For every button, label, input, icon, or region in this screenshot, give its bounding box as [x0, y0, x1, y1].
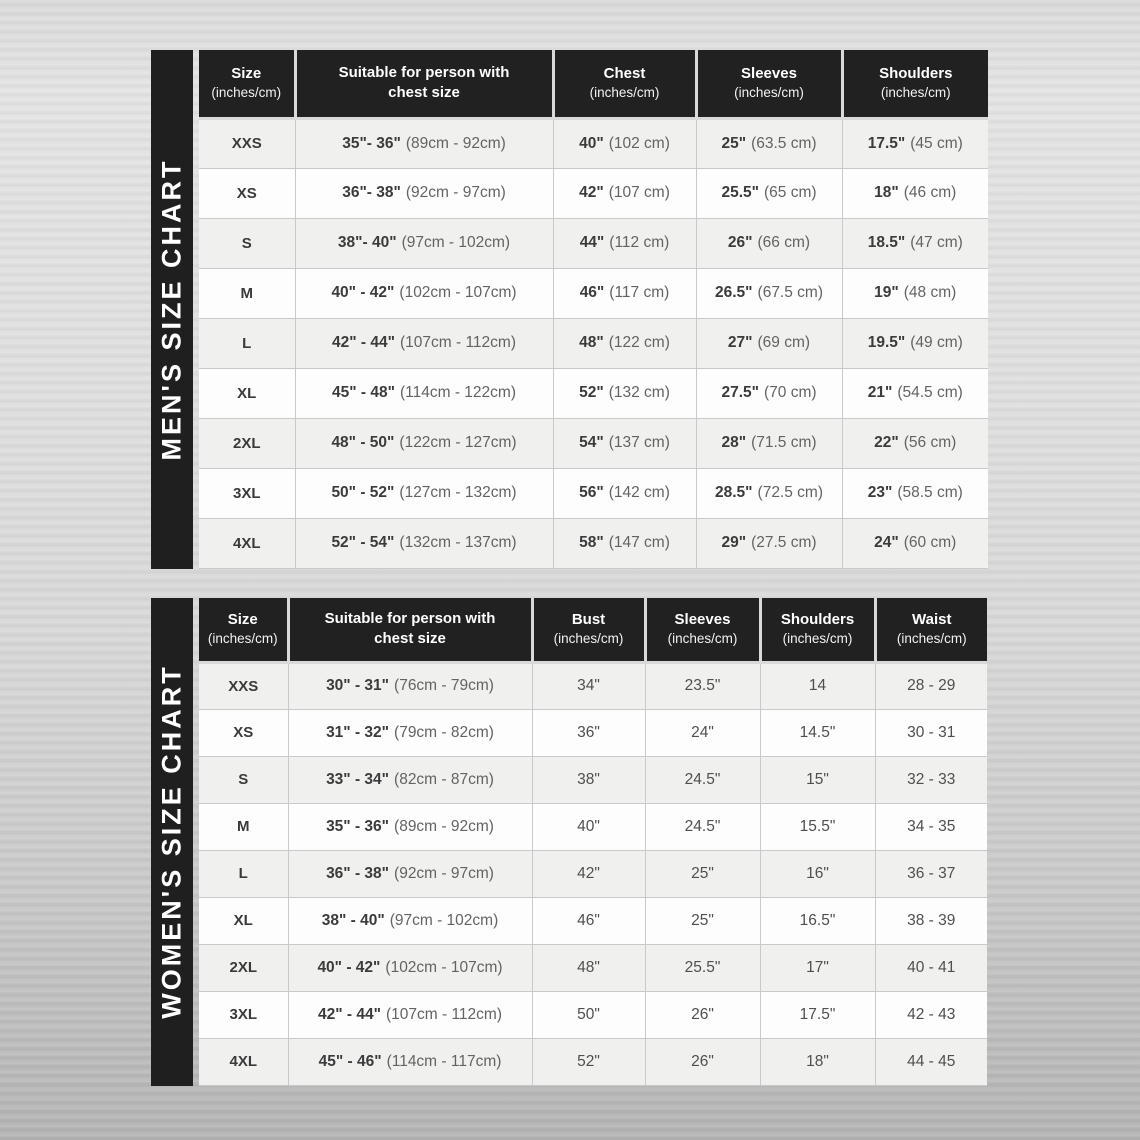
table-row	[199, 368, 988, 418]
header-suitable: Suitable for person with chest size	[295, 50, 553, 118]
waist-cell: 38 - 39	[875, 897, 987, 944]
size-cell: 2XL	[199, 418, 295, 468]
mens-table-header	[199, 50, 988, 118]
bust-cell: 42"	[532, 850, 645, 897]
chest-cell: 42" (107 cm)	[553, 168, 696, 218]
table-row	[199, 850, 987, 897]
size-cell: S	[199, 756, 288, 803]
table-row	[199, 897, 987, 944]
table-row	[199, 268, 988, 318]
shoulders-cell: 17.5"	[760, 991, 875, 1038]
suitable-cell: 45" - 46" (114cm - 117cm)	[288, 1038, 532, 1085]
bust-cell: 48"	[532, 944, 645, 991]
suitable-cell: 40" - 42" (102cm - 107cm)	[295, 268, 553, 318]
header-suitable: Suitable for person with chest size	[288, 598, 532, 662]
womens-size-chart	[151, 598, 987, 1086]
chest-cell: 48" (122 cm)	[553, 318, 696, 368]
table-row	[199, 709, 987, 756]
mens-chart-sidebar	[151, 50, 193, 569]
size-cell: XXS	[199, 662, 288, 709]
shoulders-cell: 24" (60 cm)	[842, 518, 988, 568]
womens-chart-title: WOMEN'S SIZE CHART	[156, 664, 187, 1019]
size-cell: XS	[199, 168, 295, 218]
womens-chart-sidebar	[151, 598, 193, 1086]
shoulders-cell: 22" (56 cm)	[842, 418, 988, 468]
table-row	[199, 756, 987, 803]
sleeves-cell: 25.5"	[645, 944, 760, 991]
table-row	[199, 662, 987, 709]
chest-cell: 54" (137 cm)	[553, 418, 696, 468]
shoulders-cell: 18" (46 cm)	[842, 168, 988, 218]
waist-cell: 36 - 37	[875, 850, 987, 897]
womens-size-table	[199, 598, 987, 1086]
shoulders-cell: 17"	[760, 944, 875, 991]
sleeves-cell: 26"	[645, 1038, 760, 1085]
table-row	[199, 168, 988, 218]
sleeves-cell: 25"	[645, 897, 760, 944]
shoulders-cell: 17.5" (45 cm)	[842, 118, 988, 168]
chest-cell: 44" (112 cm)	[553, 218, 696, 268]
table-row	[199, 318, 988, 368]
waist-cell: 44 - 45	[875, 1038, 987, 1085]
sleeves-cell: 28" (71.5 cm)	[696, 418, 842, 468]
bust-cell: 40"	[532, 803, 645, 850]
suitable-cell: 45" - 48" (114cm - 122cm)	[295, 368, 553, 418]
womens-table-wrapper	[199, 598, 987, 1086]
sleeves-cell: 25"	[645, 850, 760, 897]
chest-cell: 52" (132 cm)	[553, 368, 696, 418]
waist-cell: 34 - 35	[875, 803, 987, 850]
header-size: Size (inches/cm)	[199, 598, 288, 662]
size-cell: L	[199, 318, 295, 368]
waist-cell: 32 - 33	[875, 756, 987, 803]
header-shoulders: Shoulders (inches/cm)	[842, 50, 988, 118]
sleeves-cell: 26.5" (67.5 cm)	[696, 268, 842, 318]
womens-table-header	[199, 598, 987, 662]
suitable-cell: 35"- 36" (89cm - 92cm)	[295, 118, 553, 168]
table-row	[199, 518, 988, 568]
waist-cell: 40 - 41	[875, 944, 987, 991]
waist-cell: 28 - 29	[875, 662, 987, 709]
table-row	[199, 218, 988, 268]
suitable-cell: 30" - 31" (76cm - 79cm)	[288, 662, 532, 709]
shoulders-cell: 19.5" (49 cm)	[842, 318, 988, 368]
shoulders-cell: 23" (58.5 cm)	[842, 468, 988, 518]
table-row	[199, 803, 987, 850]
header-sleeves: Sleeves (inches/cm)	[696, 50, 842, 118]
sleeves-cell: 23.5"	[645, 662, 760, 709]
bust-cell: 46"	[532, 897, 645, 944]
shoulders-cell: 18"	[760, 1038, 875, 1085]
table-row	[199, 944, 987, 991]
mens-chart-title: MEN'S SIZE CHART	[156, 158, 187, 461]
shoulders-cell: 15"	[760, 756, 875, 803]
table-row	[199, 1038, 987, 1085]
suitable-cell: 50" - 52" (127cm - 132cm)	[295, 468, 553, 518]
table-row	[199, 468, 988, 518]
header-shoulders: Shoulders (inches/cm)	[760, 598, 875, 662]
suitable-cell: 40" - 42" (102cm - 107cm)	[288, 944, 532, 991]
table-row	[199, 118, 988, 168]
size-cell: XXS	[199, 118, 295, 168]
sleeves-cell: 26" (66 cm)	[696, 218, 842, 268]
shoulders-cell: 18.5" (47 cm)	[842, 218, 988, 268]
suitable-cell: 31" - 32" (79cm - 82cm)	[288, 709, 532, 756]
suitable-cell: 38" - 40" (97cm - 102cm)	[288, 897, 532, 944]
size-cell: S	[199, 218, 295, 268]
sleeves-cell: 26"	[645, 991, 760, 1038]
size-cell: 3XL	[199, 991, 288, 1038]
sleeves-cell: 25.5" (65 cm)	[696, 168, 842, 218]
sleeves-cell: 27.5" (70 cm)	[696, 368, 842, 418]
mens-size-chart	[151, 50, 988, 569]
suitable-cell: 33" - 34" (82cm - 87cm)	[288, 756, 532, 803]
suitable-cell: 35" - 36" (89cm - 92cm)	[288, 803, 532, 850]
sleeves-cell: 25" (63.5 cm)	[696, 118, 842, 168]
size-cell: XS	[199, 709, 288, 756]
suitable-cell: 38"- 40" (97cm - 102cm)	[295, 218, 553, 268]
header-waist: Waist (inches/cm)	[875, 598, 987, 662]
waist-cell: 42 - 43	[875, 991, 987, 1038]
suitable-cell: 42" - 44" (107cm - 112cm)	[288, 991, 532, 1038]
chest-cell: 46" (117 cm)	[553, 268, 696, 318]
sleeves-cell: 24.5"	[645, 756, 760, 803]
header-sleeves: Sleeves (inches/cm)	[645, 598, 760, 662]
shoulders-cell: 19" (48 cm)	[842, 268, 988, 318]
suitable-cell: 52" - 54" (132cm - 137cm)	[295, 518, 553, 568]
size-cell: M	[199, 268, 295, 318]
table-row	[199, 418, 988, 468]
mens-size-table	[199, 50, 988, 569]
size-cell: XL	[199, 368, 295, 418]
sleeves-cell: 24.5"	[645, 803, 760, 850]
size-cell: M	[199, 803, 288, 850]
size-cell: L	[199, 850, 288, 897]
chest-cell: 58" (147 cm)	[553, 518, 696, 568]
shoulders-cell: 14.5"	[760, 709, 875, 756]
size-cell: XL	[199, 897, 288, 944]
size-cell: 4XL	[199, 518, 295, 568]
chest-cell: 56" (142 cm)	[553, 468, 696, 518]
shoulders-cell: 14	[760, 662, 875, 709]
sleeves-cell: 24"	[645, 709, 760, 756]
shoulders-cell: 16.5"	[760, 897, 875, 944]
table-row	[199, 991, 987, 1038]
bust-cell: 38"	[532, 756, 645, 803]
waist-cell: 30 - 31	[875, 709, 987, 756]
shoulders-cell: 16"	[760, 850, 875, 897]
shoulders-cell: 15.5"	[760, 803, 875, 850]
size-cell: 2XL	[199, 944, 288, 991]
bust-cell: 36"	[532, 709, 645, 756]
mens-table-wrapper	[199, 50, 988, 569]
header-chest: Chest (inches/cm)	[553, 50, 696, 118]
suitable-cell: 36" - 38" (92cm - 97cm)	[288, 850, 532, 897]
suitable-cell: 48" - 50" (122cm - 127cm)	[295, 418, 553, 468]
chest-cell: 40" (102 cm)	[553, 118, 696, 168]
header-size: Size (inches/cm)	[199, 50, 295, 118]
bust-cell: 52"	[532, 1038, 645, 1085]
suitable-cell: 36"- 38" (92cm - 97cm)	[295, 168, 553, 218]
sleeves-cell: 28.5" (72.5 cm)	[696, 468, 842, 518]
sleeves-cell: 27" (69 cm)	[696, 318, 842, 368]
header-bust: Bust (inches/cm)	[532, 598, 645, 662]
bust-cell: 34"	[532, 662, 645, 709]
size-cell: 3XL	[199, 468, 295, 518]
size-cell: 4XL	[199, 1038, 288, 1085]
suitable-cell: 42" - 44" (107cm - 112cm)	[295, 318, 553, 368]
shoulders-cell: 21" (54.5 cm)	[842, 368, 988, 418]
bust-cell: 50"	[532, 991, 645, 1038]
sleeves-cell: 29" (27.5 cm)	[696, 518, 842, 568]
